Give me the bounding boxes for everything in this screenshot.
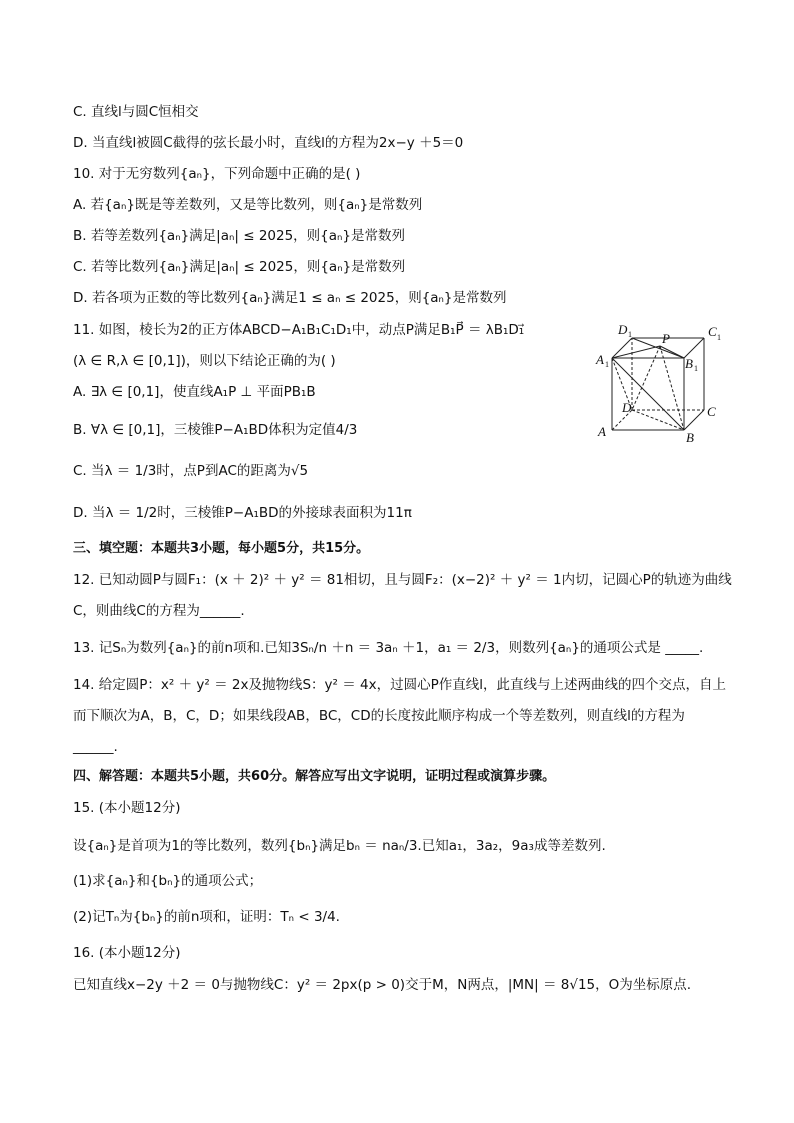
question-15: 设{aₙ}是首项为1的等比数列，数列{bₙ}满足bₙ ＝ naₙ/3.已知a₁，3a₂，9a₃成等差数列. bbox=[73, 838, 606, 854]
cube-figure bbox=[588, 318, 738, 446]
label-d: D bbox=[622, 400, 632, 415]
label-b: B bbox=[686, 430, 694, 445]
svg-text:1: 1 bbox=[605, 360, 609, 369]
option-9c: C. 直线l与圆C恒相交 bbox=[73, 104, 199, 120]
question-15-part1: (1)求{aₙ}和{bₙ}的通项公式； bbox=[73, 873, 263, 889]
question-11: 11. 如图，棱长为2的正方体ABCD−A₁B₁C₁D₁中，动点P满足B₁P⃗ ＝ λB₁D₁⃗ bbox=[73, 322, 525, 338]
question-12-cont: C，则曲线C的方程为______. bbox=[73, 603, 245, 619]
question-13: 13. 记Sₙ为数列{aₙ}的前n项和.已知3Sₙ/n ＋n ＝ 3aₙ ＋1，a₁ ＝ 2/3，则数列{aₙ}的通项公式是 _____. bbox=[73, 640, 704, 656]
label-p: P bbox=[662, 331, 670, 346]
question-16-header: 16. (本小题12分) bbox=[73, 945, 181, 961]
option-10c: C. 若等比数列{aₙ}满足|aₙ| ≤ 2025，则{aₙ}是常数列 bbox=[73, 259, 406, 275]
section-4-heading: 四、解答题：本题共5小题，共60分。解答应写出文字说明，证明过程或演算步骤。 bbox=[73, 769, 556, 784]
question-16: 已知直线x−2y ＋2 ＝ 0与抛物线C：y² ＝ 2px(p > 0)交于M，N两点，|MN| ＝ 8√15，O为坐标原点. bbox=[73, 977, 692, 993]
label-a: A bbox=[598, 424, 606, 439]
question-12: 12. 已知动圆P与圆F₁：(x ＋ 2)² ＋ y² ＝ 81相切，且与圆F₂：(x−2)² ＋ y² ＝ 1内切，记圆心P的轨迹为曲线 bbox=[73, 572, 732, 588]
option-11b: B. ∀λ ∈ [0,1]，三棱锥P−A₁BD体积为定值4/3 bbox=[73, 422, 358, 438]
option-9d: D. 当直线l被圆C截得的弦长最小时，直线l的方程为2x−y ＋5＝0 bbox=[73, 135, 464, 151]
option-10a: A. 若{aₙ}既是等差数列，又是等比数列，则{aₙ}是常数列 bbox=[73, 197, 423, 213]
svg-text:1: 1 bbox=[717, 333, 721, 342]
question-14-cont: 而下顺次为A，B，C，D；如果线段AB，BC，CD的长度按此顺序构成一个等差数列，则直线l的方程为 bbox=[73, 708, 685, 724]
option-10d: D. 若各项为正数的等比数列{aₙ}满足1 ≤ aₙ ≤ 2025，则{aₙ}是常数列 bbox=[73, 290, 507, 306]
question-14-blank: ______. bbox=[73, 739, 118, 755]
question-15-part2: (2)记Tₙ为{bₙ}的前n项和，证明：Tₙ < 3/4. bbox=[73, 909, 340, 925]
label-a1: A bbox=[596, 352, 604, 367]
option-11d: D. 当λ ＝ 1/2时，三棱锥P−A₁BD的外接球表面积为11π bbox=[73, 505, 412, 521]
option-11a: A. ∃λ ∈ [0,1]，使直线A₁P ⊥ 平面PB₁B bbox=[73, 384, 316, 400]
question-11-cont: (λ ∈ R,λ ∈ [0,1])，则以下结论正确的为( ) bbox=[73, 353, 336, 369]
svg-text:1: 1 bbox=[628, 330, 632, 339]
question-10: 10. 对于无穷数列{aₙ}，下列命题中正确的是( ) bbox=[73, 166, 361, 182]
label-c1: C bbox=[708, 324, 717, 339]
label-d1: D bbox=[618, 322, 628, 337]
svg-text:1: 1 bbox=[694, 364, 698, 373]
question-15-header: 15. (本小题12分) bbox=[73, 800, 181, 816]
question-14: 14. 给定圆P：x² ＋ y² ＝ 2x及抛物线S：y² ＝ 4x，过圆心P作直线l，此直线与上述两曲线的四个交点，自上 bbox=[73, 677, 726, 693]
label-c: C bbox=[707, 404, 716, 419]
label-b1: B bbox=[685, 356, 693, 371]
option-11c: C. 当λ ＝ 1/3时，点P到AC的距离为√5 bbox=[73, 463, 309, 479]
option-10b: B. 若等差数列{aₙ}满足|aₙ| ≤ 2025，则{aₙ}是常数列 bbox=[73, 228, 406, 244]
section-3-heading: 三、填空题：本题共3小题，每小题5分，共15分。 bbox=[73, 541, 370, 556]
